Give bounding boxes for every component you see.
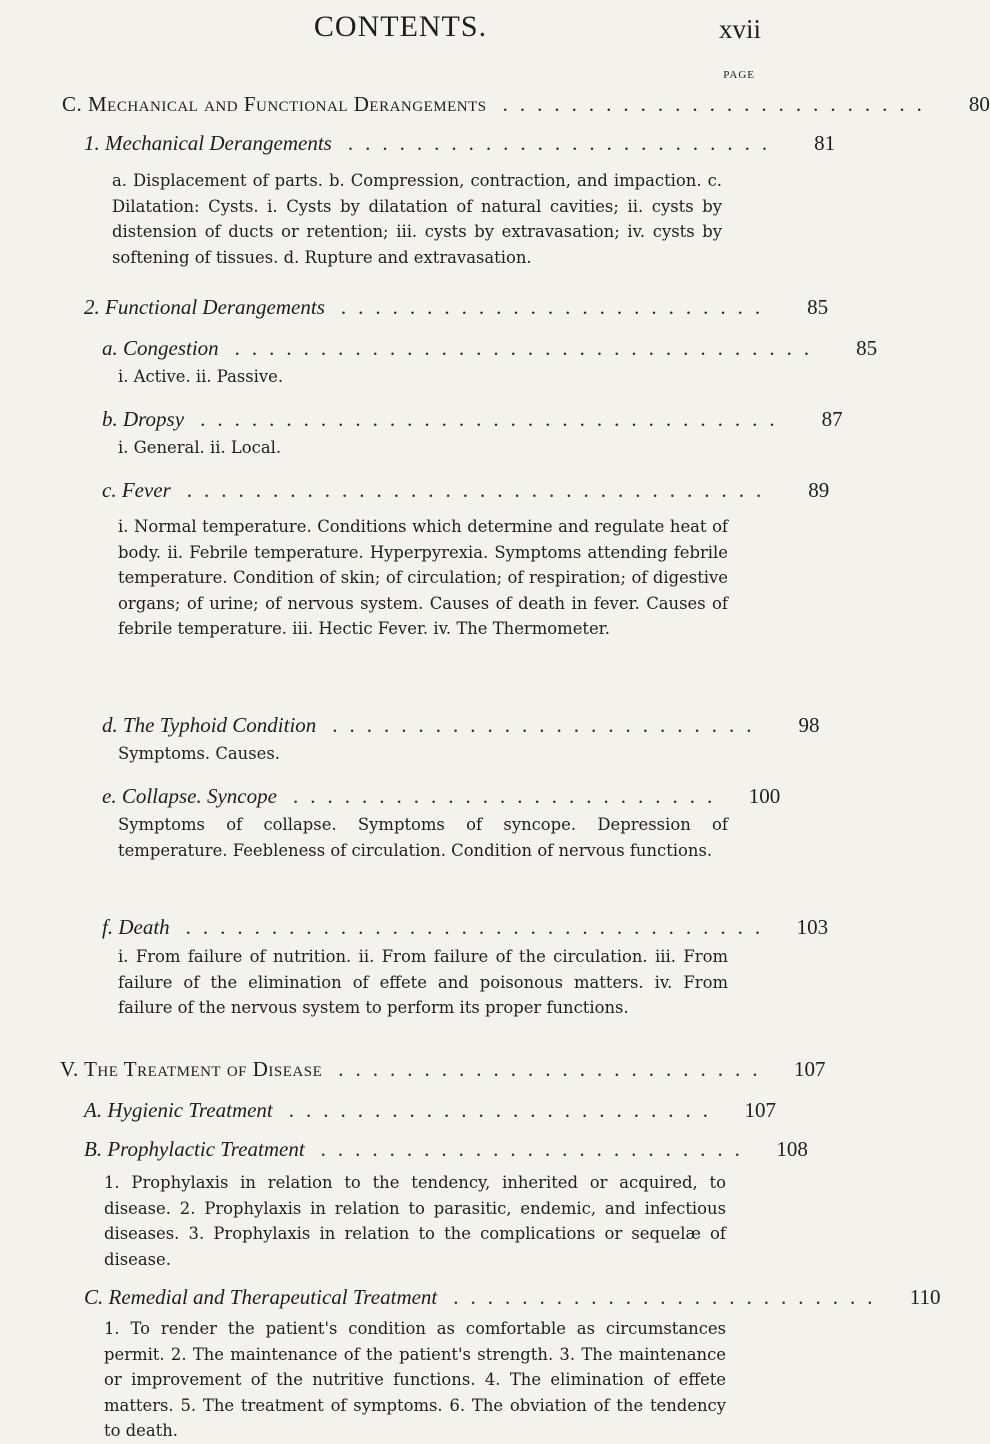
toc-entry-page: 87 [821,407,843,431]
toc-entry-congestion [0,335,878,361]
toc-entry-mechanical [0,130,836,156]
leader-dots: ......................... [332,713,764,737]
toc-entry-fever [0,477,830,503]
toc-entry-label: b. Dropsy [102,407,185,431]
toc-entry-label: V. The Treatment of Disease [60,1057,323,1081]
toc-entry-description: Symptoms. Causes. [118,744,280,763]
toc-entry-typhoid [0,712,820,738]
toc-entry-label: e. Collapse. Syncope [102,784,277,808]
toc-entry-description: i. General. ii. Local. [118,438,282,457]
leader-dots: ......................... [502,92,934,116]
toc-entry-label: 1. Mechanical Derangements [84,131,332,155]
toc-entry-label: B. Prophylactic Treatment [84,1137,305,1161]
leader-dots: ......................... [320,1137,752,1161]
leader-dots: ......................... [292,784,725,808]
toc-entry-page: 110 [909,1285,941,1309]
toc-entry-label: c. Fever [102,478,171,502]
toc-entry-functional [0,294,829,320]
toc-entry-label: 2. Functional Derangements [84,295,325,319]
toc-entry-collapse [0,783,801,809]
toc-entry-page: 80 [968,92,990,116]
page-title: CONTENTS. [313,10,488,43]
toc-entry-page: 81 [814,131,836,155]
toc-entry-dropsy [0,406,843,432]
toc-entry-mechanical-functional [0,91,990,117]
toc-entry-treatment-of-disease [0,1056,826,1082]
leader-dots: .................................. [200,407,787,431]
leader-dots: ......................... [340,295,773,319]
toc-entry-description: a. Displacement of parts. b. Compression, contraction, and impaction. c. Dilatation: Cysts. i. Cysts by dilatation of natural cavities; ii. cysts by distension of ducts or retention; iii. cysts by extravasation; iv. cysts by softening of tissues. d. Rupture and extravasation. [112,171,722,267]
toc-entry-page: 107 [744,1098,777,1122]
toc-entry-label: C. Mechanical and Functional Derangements [62,92,487,116]
toc-entry-label: A. Hygienic Treatment [84,1098,273,1122]
toc-entry-page: 100 [748,784,781,808]
leader-dots: ......................... [347,131,780,155]
toc-entry-label: a. Congestion [102,336,219,360]
leader-dots: ......................... [288,1098,721,1122]
toc-entry-page: 107 [794,1057,826,1081]
leader-dots: .................................. [234,336,822,360]
toc-entry-description: Symptoms of collapse. Symptoms of syncope. Depression of temperature. Feebleness of circulation. Condition of nervous functions. [118,815,728,860]
page-folio: xvii [718,14,761,44]
toc-entry-description: i. From failure of nutrition. ii. From failure of the circulation. iii. From failure of the elimination of effete and poisonous matters. iv. From failure of the nervous system to perform its proper functions. [118,947,728,1018]
toc-entry-page: 85 [856,336,878,360]
leader-dots: ......................... [453,1285,885,1309]
toc-entry-description: i. Normal temperature. Conditions which determine and regulate heat of body. ii. Febrile temperature. Hyperpyrexia. Symptoms attending febrile temperature. Condition of skin; of circulation; of respiration; of digestive organs; of urine; of nervous system. Causes of death in fever. Causes of febrile temperature. iii. Hectic Fever. iv. The Thermometer. [118,517,728,639]
toc-entry-description: i. Active. ii. Passive. [118,367,284,386]
toc-entry-prophylactic [0,1136,808,1162]
toc-entry-page: 103 [796,915,829,939]
toc-entry-death [0,914,829,940]
toc-entry-hygienic [0,1097,801,1123]
toc-entry-label: f. Death [102,915,170,939]
leader-dots: .................................. [186,478,774,502]
toc-entry-page: 98 [798,713,820,737]
toc-entry-label: d. The Typhoid Condition [102,713,317,737]
toc-entry-page: 89 [808,478,830,502]
toc-entry-remedial [0,1284,941,1310]
toc-entry-label: C. Remedial and Therapeutical Treatment [84,1285,438,1309]
leader-dots: ......................... [338,1057,770,1081]
leader-dots: .................................. [185,915,773,939]
toc-entry-page: 85 [807,295,829,319]
toc-entry-description: 1. Prophylaxis in relation to the tendency, inherited or acquired, to disease. 2. Prophylaxis in relation to parasitic, endemic, and infectious diseases. 3. Prophylaxis in relation to the complications or sequelæ of disease. [104,1173,726,1269]
page-column-label: PAGE [723,69,755,81]
toc-entry-page: 108 [776,1137,808,1161]
toc-entry-description: 1. To render the patient's condition as comfortable as circumstances permit. 2. The maintenance of the patient's strength. 3. The maintenance or improvement of the nutritive functions. 4. The elimination of effete matters. 5. The treatment of symptoms. 6. The obviation of the tendency to death. [104,1319,726,1441]
